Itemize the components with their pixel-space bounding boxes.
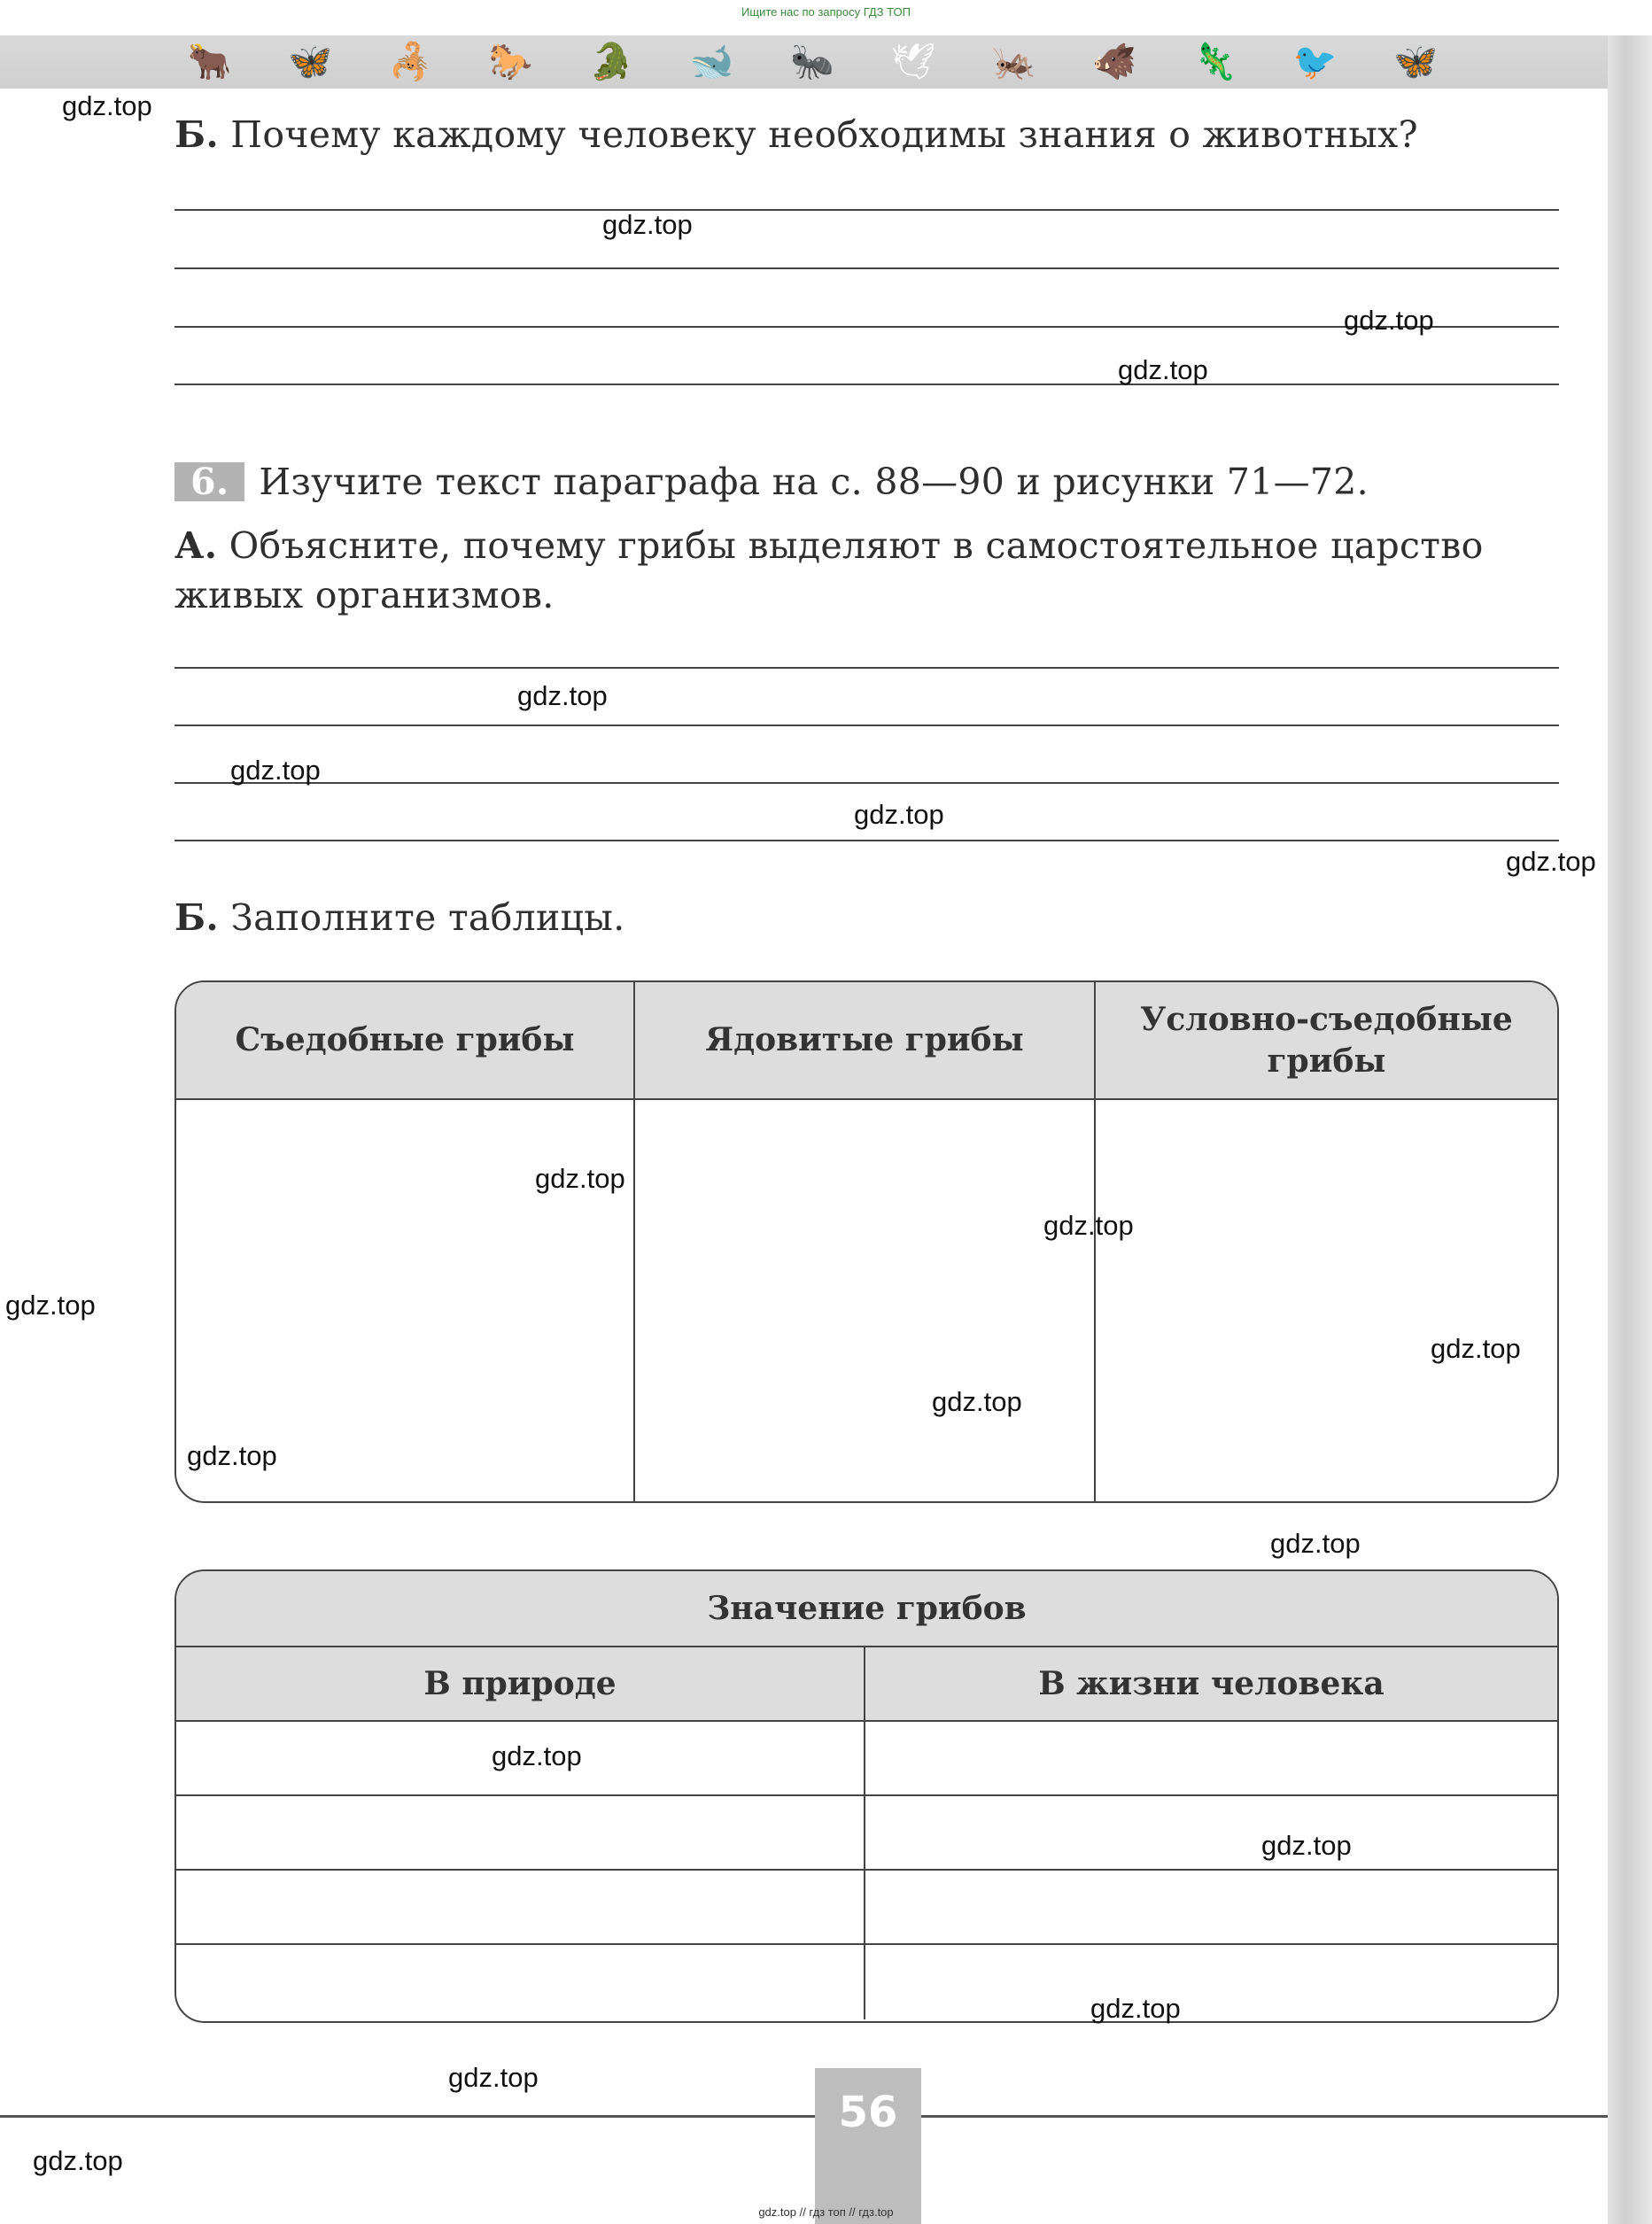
task6-part-b (175, 896, 625, 939)
part-a-marker: А. (175, 524, 218, 567)
task6-heading (175, 461, 1369, 503)
answer-line[interactable] (175, 667, 1559, 669)
answer-line[interactable] (175, 782, 1559, 784)
table-header-edible: Съедобные грибы (176, 982, 635, 1098)
answer-line[interactable] (175, 267, 1559, 269)
bottom-note: gdz.top // гдз топ // гдз.top (758, 2205, 894, 2219)
answer-line[interactable] (175, 384, 1559, 385)
task-number-badge: 6. (175, 462, 244, 501)
bird-icon: 🕊 (890, 42, 936, 82)
footer-rule-left (0, 2115, 815, 2118)
watermark: gdz.top (932, 1386, 1022, 1417)
table-cell-poisonous[interactable] (635, 1100, 1096, 1503)
task6-heading-text: Изучите текст параграфа на с. 88—90 и рисунки 71—72. (259, 461, 1369, 503)
watermark: gdz.top (854, 799, 944, 830)
animal-band (0, 35, 1608, 89)
answer-line[interactable] (175, 840, 1559, 841)
mushroom-types-table (175, 980, 1559, 1503)
watermark: gdz.top (230, 755, 321, 786)
horse-icon: 🐎 (488, 42, 533, 82)
page-edge-shadow (1608, 35, 1652, 2224)
table-cell[interactable] (865, 1722, 1557, 1794)
watermark: gdz.top (5, 1290, 96, 1321)
table-cell-conditionally-edible[interactable] (1096, 1100, 1557, 1503)
watermark: gdz.top (62, 90, 152, 121)
top-note: Ищите нас по запросу ГДЗ ТОП (741, 5, 911, 19)
footer-rule-right (921, 2115, 1608, 2118)
small-bird-icon: 🐦 (1292, 42, 1338, 82)
ox-icon: 🐂 (187, 42, 232, 82)
watermark: gdz.top (448, 2062, 539, 2093)
mushroom-significance-table (175, 1569, 1559, 2023)
watermark: gdz.top (187, 1440, 277, 1471)
table-cell[interactable] (865, 1945, 1557, 2019)
table-header-poisonous: Ядовитые грибы (635, 982, 1096, 1098)
part-b-marker: Б. (175, 896, 219, 939)
question-b-top (175, 113, 1418, 156)
butterfly-icon: 🦋 (288, 42, 332, 82)
task6-part-a-line1 (175, 524, 1484, 567)
table-cell[interactable] (865, 1796, 1557, 1869)
watermark: gdz.top (602, 209, 693, 240)
whale-icon: 🐋 (689, 42, 734, 82)
watermark: gdz.top (1090, 1993, 1181, 2024)
watermark: gdz.top (33, 2145, 123, 2176)
watermark: gdz.top (535, 1163, 625, 1194)
cricket-icon: 🦗 (991, 42, 1036, 82)
table-header-conditionally-edible: Условно-съедобные грибы (1096, 982, 1557, 1098)
answer-line[interactable] (175, 209, 1559, 211)
watermark: gdz.top (1506, 846, 1596, 877)
page-number: 56 (815, 2068, 921, 2224)
watermark: gdz.top (1431, 1333, 1521, 1364)
table-title-significance: Значение грибов (176, 1571, 1557, 1647)
question-b-text: Почему каждому человеку необходимы знания о животных? (230, 113, 1418, 156)
boar-icon: 🐗 (1092, 42, 1136, 82)
ant-icon: 🐜 (790, 42, 834, 82)
watermark: gdz.top (1261, 1830, 1352, 1861)
table-cell[interactable] (176, 1796, 865, 1869)
part-a-text: Объясните, почему грибы выделяют в самостоятельное царство (229, 524, 1484, 567)
table-cell[interactable] (865, 1871, 1557, 1943)
task6-part-a-line2: живых организмов. (175, 574, 555, 616)
table-cell[interactable] (176, 1871, 865, 1943)
scorpion-icon: 🦂 (388, 42, 433, 82)
answer-line[interactable] (175, 725, 1559, 726)
watermark: gdz.top (1270, 1528, 1361, 1559)
watermark: gdz.top (1344, 305, 1434, 336)
question-b-marker: Б. (175, 113, 219, 156)
watermark: gdz.top (1043, 1210, 1134, 1241)
watermark: gdz.top (492, 1740, 582, 1771)
table-header-in-nature: В природе (176, 1647, 865, 1720)
part-b-text: Заполните таблицы. (230, 896, 625, 939)
watermark: gdz.top (517, 680, 608, 711)
butterfly-icon-2: 🦋 (1393, 42, 1439, 82)
table-header-in-human-life: В жизни человека (865, 1647, 1557, 1720)
crocodile-icon: 🐊 (589, 42, 634, 82)
table-cell[interactable] (176, 1945, 865, 2019)
lizard-icon: 🦎 (1192, 42, 1237, 82)
watermark: gdz.top (1118, 354, 1208, 385)
